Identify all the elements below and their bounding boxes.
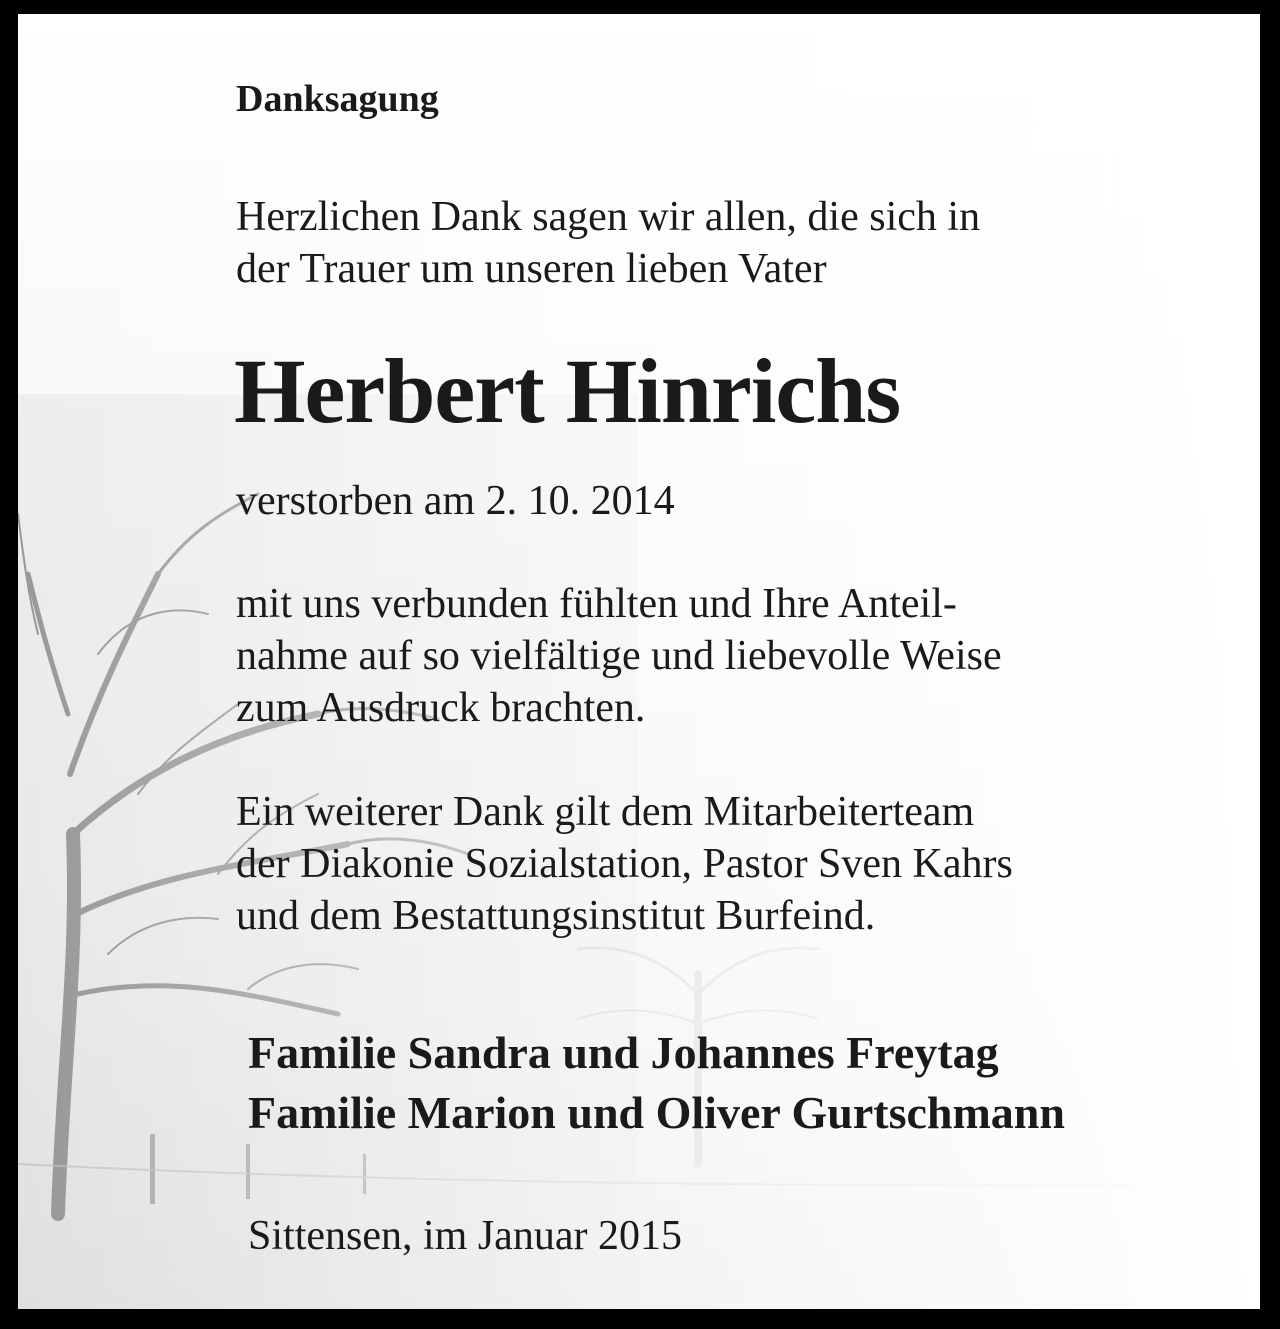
body-text: mit uns verbunden fühlten und Ihre Anteil- nahme auf so vielfältige und liebevolle Weise zum Ausdruck brachten.: [236, 581, 1002, 731]
family-signatures: [248, 1023, 1065, 1143]
notice-content: [18, 14, 1260, 1309]
intro-text: Herzlichen Dank sagen wir allen, die sich in der Trauer um unseren lieben Vater: [236, 194, 981, 292]
place-and-date: Sittensen, im Januar 2015: [248, 1213, 682, 1259]
deceased-name: Herbert Hinrichs: [234, 340, 901, 442]
additional-thanks-text: Ein weiterer Dank gilt dem Mitarbeiterteam der Diakonie Sozialstation, Pastor Sven Kahrs und dem Bestattungsinstitut Burfeind.: [236, 789, 1013, 939]
family-name: Familie Marion und Oliver Gurtschmann: [248, 1087, 1065, 1138]
notice-heading: Danksagung: [236, 78, 439, 120]
family-name: Familie Sandra und Johannes Freytag: [248, 1027, 999, 1078]
date-of-death: verstorben am 2. 10. 2014: [236, 478, 675, 524]
